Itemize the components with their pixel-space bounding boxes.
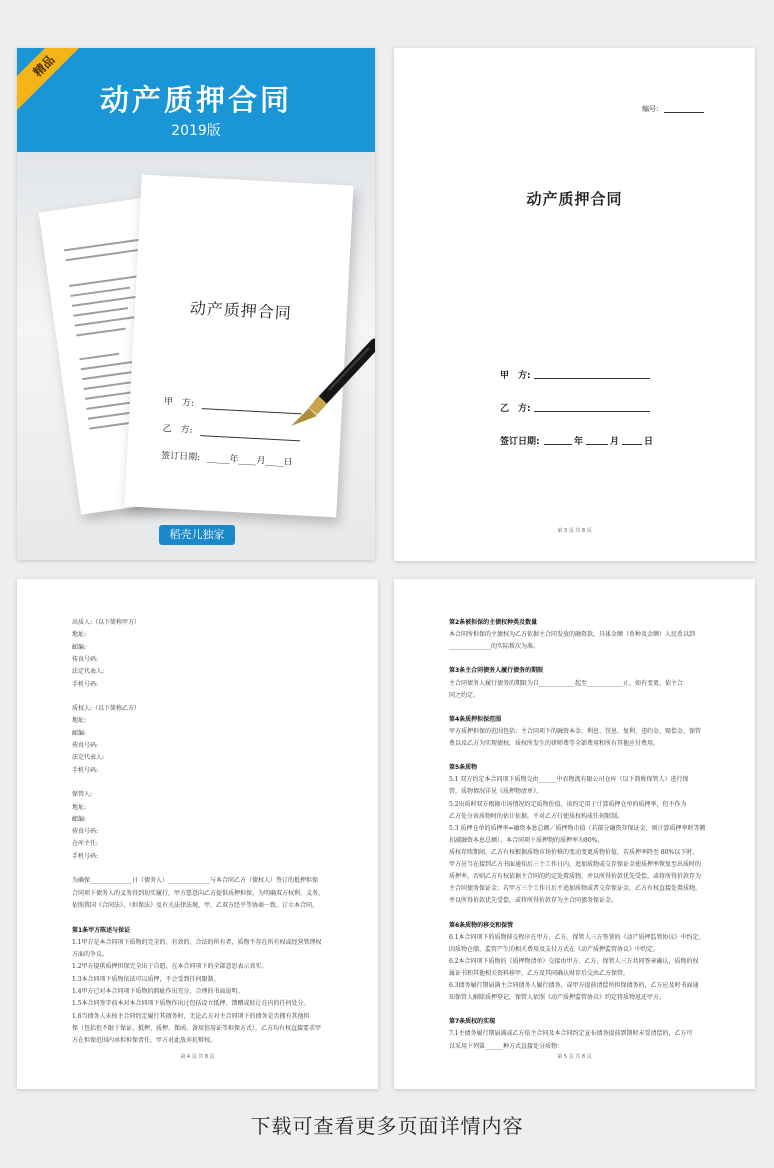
text-line: 传真号码: (72, 828, 99, 836)
text-line: 质押率，否则乙方有权依据主合同的约定处置质物，并以所得价款优先受偿，或将所得价款存为 (449, 873, 702, 881)
text-line: 本合同所担保的主债权为乙方依据主合同发放的融资款，具体金额（币种及金额）人民币以到 (449, 631, 696, 639)
text-line: 1.2甲方提供质押担保完全出于自愿，在本合同项下的全部意思表示真实。 (72, 963, 268, 971)
text-line: 6.2本合同项下质物的《质押物清单》交接由甲方、乙方、保管人三方共同签章确认，质物的权 (449, 957, 699, 965)
sheet-party-b: 乙 方: (162, 424, 193, 436)
date-month: 月 (610, 437, 620, 447)
section-heading: 第3条主合同债务人履行债务的期限 (449, 667, 544, 675)
text-line: 7.1主债务履行期届满或乙方依主合同及本合同约定宣布债务提前到期时未受清偿的，乙方可 (449, 1030, 693, 1038)
premium-ribbon: 精品 (17, 48, 91, 113)
text-line: 5.1 双方约定本合同项下质物交由______中农物流有限公司仓库（以下简称保管人）进行保 (449, 776, 689, 784)
text-line: 管，质物情况详见《质押物清单》。 (449, 788, 543, 796)
sheet-party-a: 甲 方: (163, 397, 195, 409)
text-line: 保（包括但不限于保证、抵押、质押、保函、备用信用证等担保方式），乙方均有权直接要求甲 (72, 1024, 322, 1032)
page-footer: 第 4 页 共 8 页 (180, 1054, 215, 1060)
text-line: 知保管人解除质押登记，保管人依照《动产质押监管协议》约定将质物返还甲方。 (449, 994, 666, 1002)
text-line: 5.3 质押仓单的质押率=融资本息总额／质押物市值（若部分融资存保证金，则计算质押率时等额 (449, 824, 706, 832)
text-line: 法定代表人: (72, 754, 105, 762)
text-line: 保管人: (72, 791, 93, 799)
text-line: 质权存续期间，乙方有权根据质物市场价格的变动变更质物价值，若质押率降至 80%以下时， (449, 848, 699, 856)
text-line: 地址: (72, 631, 87, 639)
contract-title: 动产质押合同 (526, 190, 623, 208)
text-line: 邮编: (72, 643, 87, 651)
text-line: 依照我国《合同法》、《担保法》及有关法律法规，甲、乙双方经平等协商一致，订立本合同。 (72, 901, 319, 909)
text-line: 属证书和其他相关资料移甲，乙方及其同确认财存后交由乙方保管。 (449, 969, 630, 977)
text-line: 甲方质押担保的范围包括：主合同项下的融资本金、利息、罚息、复利、违约金、赔偿金、保管 (449, 727, 702, 735)
date-day: 日 (644, 437, 654, 447)
text-line: 5.2出质时双方根据市场情况约定质物价值，该约定用于计算质押仓单的质押率，但不作为 (449, 800, 687, 808)
text-line: 因质物仓储、监管产生的相关费用及支付方式在《动产质押监管协议》中约定。 (449, 945, 660, 953)
sheet-title: 动产质押合同 (189, 298, 293, 323)
text-line: 手机号码: (72, 766, 99, 774)
text-line: 仓库主任: (72, 840, 99, 848)
text-line: 出质人:（以下简称甲方） (72, 619, 141, 626)
text-line: 方在担保范围内承担担保责任，甲方对此放弃抗辩权。 (72, 1037, 217, 1045)
text-line: 为确保______________日（债务人）______________与本合同乙方（债权人）签订的抵押担保 (72, 877, 319, 885)
fountain-pen-icon (279, 338, 375, 428)
section-heading: 第1条甲方陈述与保证 (72, 926, 131, 934)
text-line: 地址: (72, 717, 87, 725)
contract-page-5 (394, 579, 755, 1089)
contract-title-page (394, 48, 755, 561)
text-line: 1.1甲方是本合同项下质物的完全的、有效的、合法的所有者，质物不存在所有权或经营管理权 (72, 938, 322, 946)
text-line: 1.4甲方已对本合同项下质物的瑕疵作出充分、合理的书面说明。 (72, 988, 244, 995)
exclusive-badge: 稻壳儿独家 (159, 525, 235, 545)
text-line: 乙方处分该质物时的估计依据，不对乙方行使质权构成任何限制。 (449, 812, 624, 820)
text-line: 方面的争议。 (72, 951, 109, 959)
text-line: 1.6当债务人未按主合同约定履行其债务时，无论乙方对主合同项下的债务是否拥有其他担 (72, 1012, 310, 1020)
text-line: 同之约定。 (449, 691, 480, 699)
text-line: 费以及乙方为实现债权、质权所发生的律师费等全部费用和所有其他应付费用。 (449, 740, 660, 747)
text-line: ______________的实际拨次为准。 (449, 643, 540, 651)
page-footer: 第 5 页 共 8 页 (557, 1054, 592, 1060)
text-line: 邮编: (72, 729, 87, 737)
party-b-label: 乙 方: (500, 404, 531, 414)
page-footer: 第 3 页 共 8 页 (557, 528, 592, 534)
cover-page (17, 48, 375, 560)
section-heading: 第7条质权的实现 (449, 1018, 496, 1026)
text-line: 扣减融资本息总额），本合同项下质押物的质押率为80%。 (449, 836, 604, 844)
text-line: 甲方应当在接到乙方书面通知后三个工作日内，追加质物或交存保证金使质押率恢复至出质时的 (449, 861, 702, 868)
text-line: 合同项下债务人的义务得到切实履行，甲方愿意向乙方提供质押担保。为明确双方权利、义务， (72, 889, 325, 897)
text-line: 法定代表人: (72, 668, 105, 676)
cover-title: 动产质押合同 (99, 83, 292, 117)
text-line: 1.5本合同签字前本对本合同项下质物作出过包括设立抵押、馈赠或转让在内的任何处分。 (72, 1000, 310, 1008)
text-line: 并以所得价款优先受偿，或将所得价款存为主合同债务保证金。 (449, 897, 618, 905)
text-line: 传真号码: (72, 742, 99, 749)
party-a-label: 甲 方: (500, 371, 531, 381)
text-line: 主合同债务人履行债务的期限为自____________起至____________止，如有变更，依主合 (449, 679, 684, 687)
text-line: 邮编: (72, 815, 87, 823)
text-line: 1.3本合同项下质物依法可以质押，不会受到任何限制。 (72, 975, 220, 983)
sheet-sign-date: 签订日期: (160, 451, 201, 464)
text-line: 手机号码: (72, 852, 99, 860)
section-heading: 第6条质物的移交和保管 (449, 921, 514, 929)
text-line: 传真号码: (72, 655, 99, 663)
text-line: 手机号码: (72, 680, 99, 688)
sheet-date-blanks: _____年____月____日 (206, 453, 293, 468)
text-line: 地址: (72, 803, 87, 811)
cover-year: 2019版 (171, 123, 221, 139)
text-line: 6.3债务履行期届满主合同债务人履行债务，或甲方提前清偿所担保债务的，乙方应及时书面通 (449, 982, 699, 989)
text-line: 6.1本合同项下的质物移交程序在甲方、乙方、保管人三方签署的《动产质押监管协议》中约定， (449, 933, 705, 941)
download-caption: 下载可查看更多页面详情内容 (250, 1114, 524, 1138)
sign-date-label: 签订日期: (500, 437, 540, 447)
date-year: 年 (574, 437, 584, 447)
section-heading: 第2条被担保的主债权种类及数量 (449, 619, 538, 626)
text-line: 主合同债务保证金；若甲方三个工作日后不追加质物或者交存保证金，乙方有权直接处置质物， (449, 885, 702, 893)
section-heading: 第5条质物 (449, 764, 478, 772)
text-line: 以采用下列第______种方式直接处分质物： (449, 1042, 564, 1050)
contract-page-4 (17, 579, 378, 1089)
contract-number-blank (664, 112, 704, 113)
section-heading: 第4条质押担保范围 (449, 715, 502, 723)
text-line: 质权人:（以下简称乙方） (72, 705, 141, 713)
contract-number-label: 编号: (642, 105, 659, 113)
